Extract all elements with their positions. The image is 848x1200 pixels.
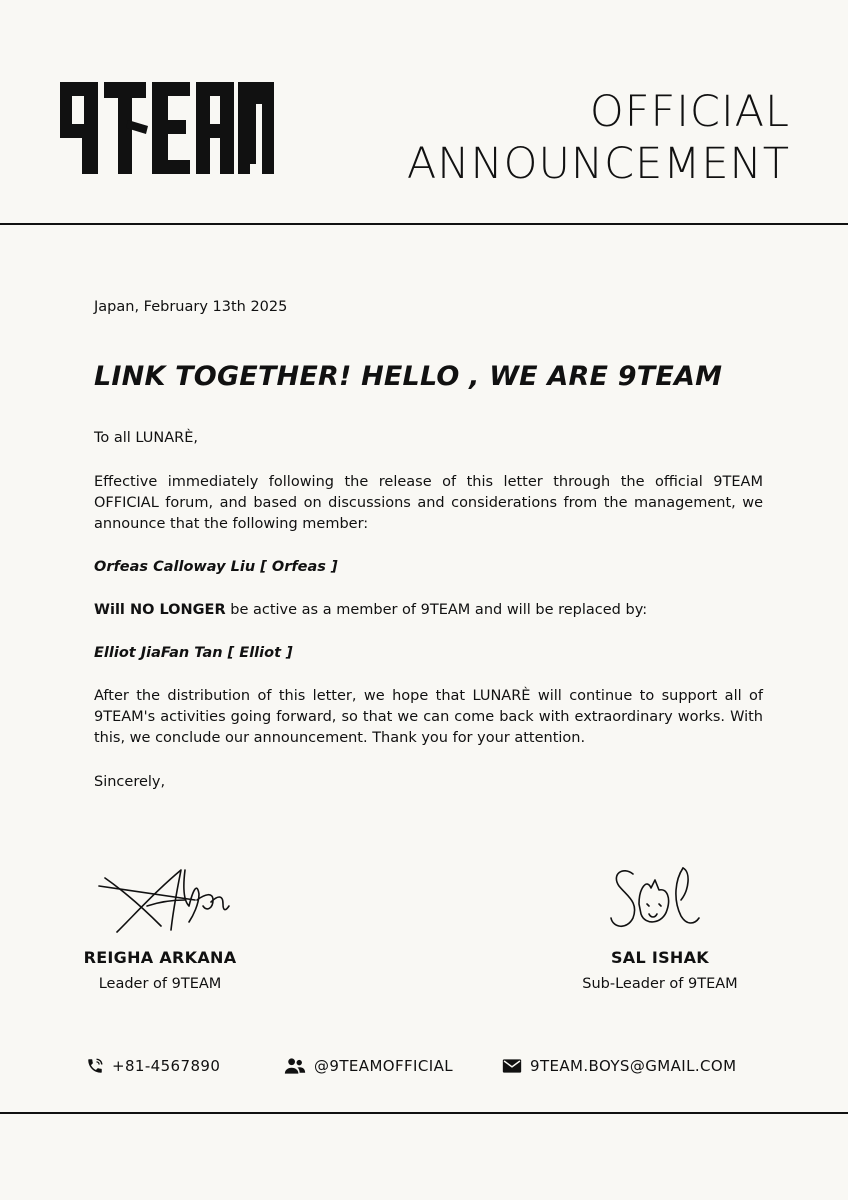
sub-leader-name: SAL ISHAK [610, 948, 710, 967]
9team-logo [58, 82, 276, 174]
group-icon [284, 1057, 306, 1075]
title-line-official: OFFICIAL [589, 87, 790, 137]
departing-member: Orfeas Calloway Liu [ Orfeas ] [94, 559, 338, 575]
leader-role: Leader of 9TEAM [98, 976, 222, 992]
title-line-announcement: ANNOUNCEMENT [406, 139, 790, 189]
document-title [407, 86, 790, 190]
contact-email[interactable] [502, 1055, 736, 1077]
letter-closing: Sincerely, [94, 774, 166, 790]
letter-salutation: To all LUNARÈ, [94, 430, 199, 446]
contact-social[interactable] [284, 1055, 453, 1077]
leader-signature [85, 860, 235, 938]
signatory-sub-leader [560, 860, 760, 992]
bottom-divider [0, 1112, 848, 1114]
sub-leader-signature [605, 860, 715, 938]
leader-name: REIGHA ARKANA [83, 948, 237, 967]
new-member: Elliot JiaFan Tan [ Elliot ] [94, 645, 293, 661]
mail-icon [502, 1058, 522, 1074]
signatory-leader [60, 860, 260, 992]
status-bold: Will NO LONGER [94, 602, 226, 618]
email-address: 9TEAM.BOYS@GMAIL.COM [530, 1057, 737, 1075]
letter-paragraph-2: After the distribution of this letter, we hope that LUNARÈ will continue to support all of 9TEAM's activities going forward, so that we can come back with extraordinary works. With this, we conclude our announcement. Thank you for your attention. [94, 688, 763, 746]
contact-phone[interactable] [86, 1055, 220, 1077]
letter-date: Japan, February 13th 2025 [94, 299, 288, 315]
phone-icon [86, 1057, 104, 1075]
letter-headline: LINK TOGETHER! HELLO , WE ARE 9TEAM [94, 361, 723, 392]
sub-leader-role: Sub-Leader of 9TEAM [582, 976, 738, 992]
phone-number: +81-4567890 [112, 1057, 221, 1075]
status-line [94, 600, 763, 621]
status-rest: be active as a member of 9TEAM and will be replaced by: [225, 602, 648, 618]
top-divider [0, 223, 848, 225]
social-handle: @9TEAMOFFICIAL [314, 1057, 453, 1075]
letter-paragraph-1: Effective immediately following the release of this letter through the official 9TEAM OFFICIAL forum, and based on discussions and considerations from the management, we announce that the following member: [94, 474, 763, 532]
